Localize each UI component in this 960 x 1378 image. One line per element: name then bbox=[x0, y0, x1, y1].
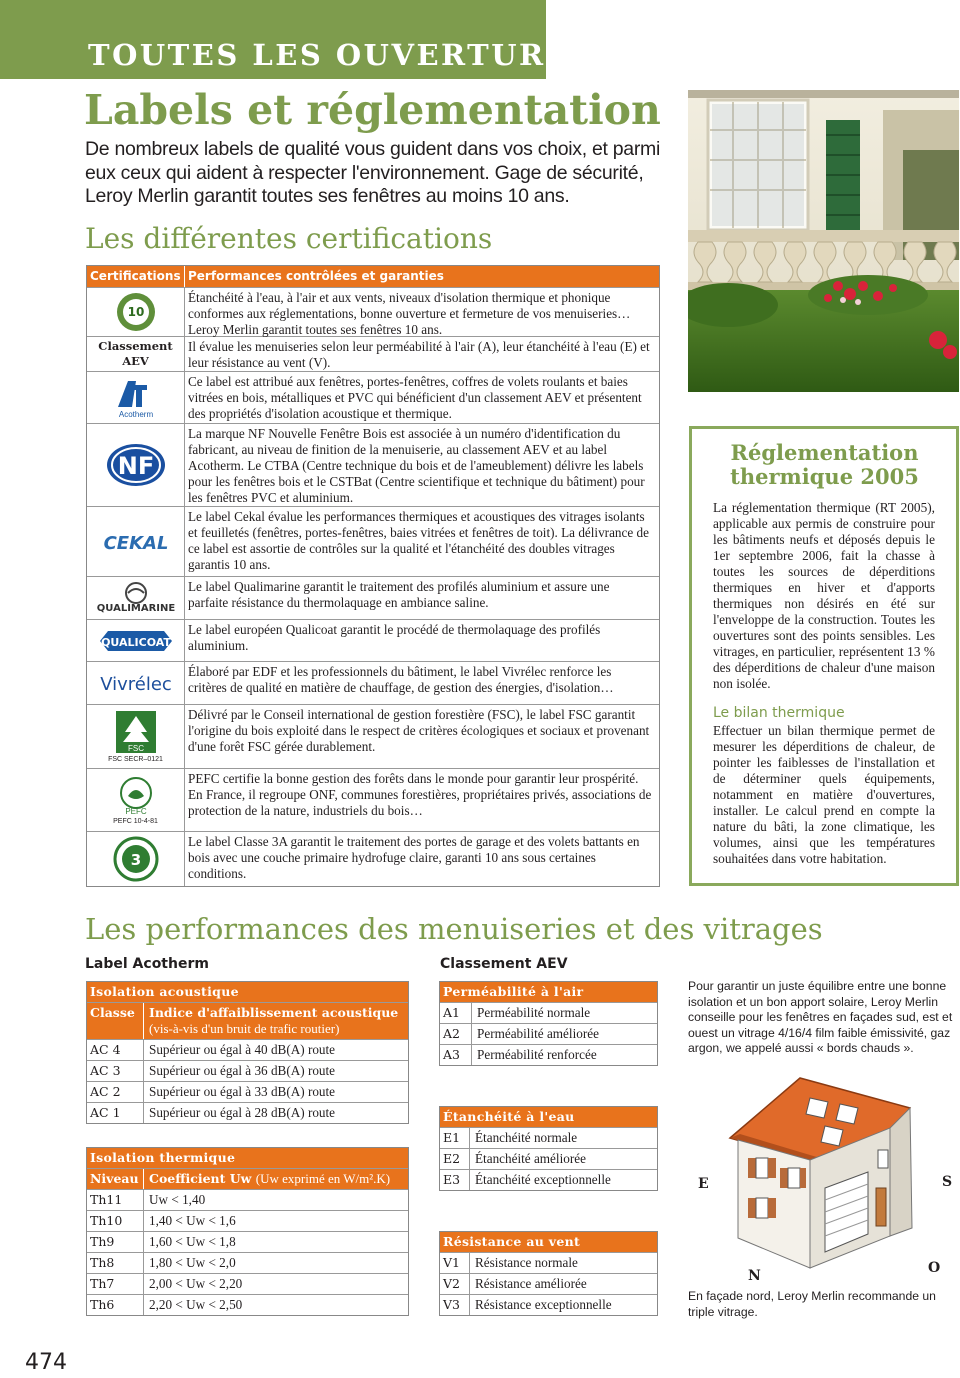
row-value: Supérieur ou égal à 36 dB(A) route bbox=[149, 1063, 336, 1078]
row-value: Résistance améliorée bbox=[475, 1276, 587, 1291]
bilan-thermique-subtitle: Le bilan thermique bbox=[713, 705, 845, 721]
reglementation-title: Réglementation thermique 2005 bbox=[730, 440, 919, 489]
table-row bbox=[87, 1252, 408, 1273]
row-value: Résistance normale bbox=[475, 1255, 578, 1270]
row-key: E1 bbox=[440, 1128, 470, 1148]
svg-text:QUALICOAT: QUALICOAT bbox=[100, 635, 171, 649]
row-key: AC 1 bbox=[87, 1103, 144, 1123]
table-row bbox=[440, 1252, 657, 1273]
column-header-certifications: Certifications bbox=[87, 266, 185, 287]
column-header-main: Indice d'affaiblissement acoustique bbox=[149, 1005, 399, 1020]
row-key: V2 bbox=[440, 1274, 470, 1294]
vivrelec-icon bbox=[87, 662, 185, 704]
table-row bbox=[87, 1189, 408, 1210]
certifications-table bbox=[86, 265, 660, 887]
row-value: Supérieur ou égal à 33 dB(A) route bbox=[149, 1084, 336, 1099]
intro-paragraph: De nombreux labels de qualité vous guident dans vos choix, et parmi eux ceux qui aident à respecter l'environnement. Gage de sécurité, Leroy Merlin garantit toutes ses fenêtres au moins 10 ans. bbox=[85, 138, 660, 207]
page-number: 474 bbox=[25, 1350, 67, 1375]
row-key: A3 bbox=[440, 1045, 472, 1065]
column-header-performances: Performances contrôlées et garanties bbox=[188, 269, 444, 283]
fsc-icon bbox=[87, 705, 185, 768]
nf-icon bbox=[87, 424, 185, 506]
table-row bbox=[87, 661, 659, 704]
house-caption: En façade nord, Leroy Merlin recommande un triple vitrage. bbox=[688, 1289, 936, 1319]
table-row bbox=[87, 1273, 408, 1294]
row-key: A1 bbox=[440, 1003, 472, 1023]
permeabilite-air-table bbox=[439, 981, 658, 1066]
table-row bbox=[87, 1039, 408, 1060]
row-key: Th10 bbox=[87, 1211, 144, 1231]
fsc-code: FSC SECR–0121 bbox=[108, 756, 163, 763]
row-value: Supérieur ou égal à 40 dB(A) route bbox=[149, 1042, 336, 1057]
certification-description: Le label européen Qualicoat garantit le procédé de thermolaquage des profilés aluminium. bbox=[188, 622, 601, 653]
table-row bbox=[87, 1231, 408, 1252]
table-row bbox=[87, 506, 659, 576]
certification-description: Le label Cekal évalue les performances thermiques et acoustiques des vitrages isolants et feuilletés (fenêtres, portes-fenêtres, baies vitrées et fenêtres de toit). La délivrance de ce label est assortie de contrôles sur la qualité et l'étanchéité des doubles vitrages garantis 10 ans. bbox=[188, 509, 649, 572]
table-header bbox=[87, 1002, 408, 1039]
column-header: Classe bbox=[87, 1003, 144, 1039]
row-key: Th8 bbox=[87, 1253, 144, 1273]
house-illustration bbox=[690, 1068, 960, 1288]
certification-description: Il évalue les menuiseries selon leur perméabilité à l'air (A), leur étanchéité à l'eau (E) et leur résistance au vent (V). bbox=[188, 339, 650, 370]
table-row bbox=[87, 768, 659, 831]
row-key: A2 bbox=[440, 1024, 472, 1044]
compass-s-label: S bbox=[942, 1174, 953, 1190]
resistance-vent-table bbox=[439, 1231, 658, 1316]
certification-description: Le label Qualimarine garantit le traitement des profilés aluminium et assure une parfaite résistance du thermolaquage en ambiance saline. bbox=[188, 579, 610, 610]
aev-cell bbox=[87, 337, 185, 371]
certification-description: Ce label est attribué aux fenêtres, portes-fenêtres, coffres de volets roulants et baies vitrées en bois, métalliques et PVC qui bénéficient d'un classement AEV et présentent des propriétés d'isolation acoustique et thermique. bbox=[188, 374, 642, 421]
row-value: Perméabilité renforcée bbox=[477, 1047, 597, 1062]
row-value: Étanchéité améliorée bbox=[475, 1151, 586, 1166]
table-caption: Isolation thermique bbox=[87, 1148, 408, 1168]
cekal-icon bbox=[87, 507, 185, 576]
bilan-thermique-text: Effectuer un bilan thermique permet de mesurer les déperditions de chaleur, de pointer les faiblesses de l'installation et de déterminer quels équipements, notamment en matière d'ouvertures, installer. Le calcul prend en compte la nature du bâti, la zone climatique, les volumes, ainsi que les températures souhaitées dans votre habitation. bbox=[713, 723, 935, 866]
row-key: V1 bbox=[440, 1253, 470, 1273]
certification-description: Le label Classe 3A garantit le traitement des portes de garage et des volets battants en bois avec une couche primaire hydrofuge claire, garanti 10 ans sous certaines conditions. bbox=[188, 834, 640, 881]
svg-text:QUALIMARINE: QUALIMARINE bbox=[96, 603, 175, 614]
table-row bbox=[87, 423, 659, 506]
row-value: Perméabilité normale bbox=[477, 1005, 591, 1020]
compass-e-label: E bbox=[698, 1176, 709, 1192]
certification-description: PEFC certifie la bonne gestion des forêts dans le monde pour garantir leur prospérité. En France, il regroupe ONF, communes forestières, propriétaires privés, associations de protection de la nature, industriels du bois… bbox=[188, 771, 652, 818]
row-value: Supérieur ou égal à 28 dB(A) route bbox=[149, 1105, 336, 1120]
table-row bbox=[87, 831, 659, 886]
table-header bbox=[87, 1168, 408, 1189]
column-header-main: Coefficient Uw bbox=[149, 1171, 252, 1186]
row-value: 2,00 < Uw < 2,20 bbox=[149, 1276, 243, 1291]
column-header-note: (vis-à-vis d'un bruit de trafic routier) bbox=[149, 1021, 340, 1036]
row-value: 1,40 < Uw < 1,6 bbox=[149, 1213, 236, 1228]
reglementation-text: La réglementation thermique (RT 2005), applicable aux permis de construire pour les bâtiments neufs et déposés depuis le 1er septembre 2006, fait la chasse à toutes les sources de déperditions thermiques en hiver et d'apports thermiques non désirés en été sur l'enveloppe de la construction. Toutes les ouvertures sont des points sensibles. Les vitrages, en particulier, représentent 13 % des déperditions de chaleur d'une maison non isolée. bbox=[713, 500, 935, 691]
table-row bbox=[87, 336, 659, 371]
section-banner-title: TOUTES LES OUVERTURES bbox=[88, 38, 594, 72]
table-row bbox=[87, 1081, 408, 1102]
row-key: E2 bbox=[440, 1149, 470, 1169]
svg-text:CEKAL: CEKAL bbox=[103, 532, 168, 554]
table-row bbox=[87, 1060, 408, 1081]
table-row bbox=[440, 1294, 657, 1315]
etancheite-eau-table bbox=[439, 1106, 658, 1191]
certifications-heading: Les différentes certifications bbox=[85, 222, 493, 255]
column-header bbox=[144, 1169, 408, 1189]
svg-text:NF: NF bbox=[117, 452, 154, 480]
table-row bbox=[440, 1169, 657, 1190]
certification-description: La marque NF Nouvelle Fenêtre Bois est associée à un numéro d'identification du fabricant, au niveau de finition de la menuiserie, au classement AEV et au label Acotherm. Le CTBA (Centre technique du bois et de l'ameublement) délivre les labels pour les fenêtres bois et le CSTBat (Centre scientifique et technique du bâtiment) pour les fenêtres PVC et aluminium. bbox=[188, 426, 645, 505]
table-row bbox=[440, 1044, 657, 1065]
performances-heading: Les performances des menuiseries et des vitrages bbox=[85, 912, 823, 946]
row-value: Étanchéité exceptionnelle bbox=[475, 1172, 611, 1187]
row-value: Perméabilité améliorée bbox=[477, 1026, 599, 1041]
svg-text:Acotherm: Acotherm bbox=[118, 409, 153, 419]
row-value: 1,80 < Uw < 2,0 bbox=[149, 1255, 236, 1270]
table-row bbox=[440, 1002, 657, 1023]
table-row bbox=[87, 287, 659, 336]
pefc-icon bbox=[87, 769, 185, 831]
pefc-code: PEFC 10-4-81 bbox=[113, 817, 158, 825]
table-row bbox=[87, 704, 659, 768]
classement-aev-heading: Classement AEV bbox=[440, 956, 568, 972]
row-key: AC 2 bbox=[87, 1082, 144, 1102]
classement-aev-label: Classement AEV bbox=[98, 339, 173, 368]
classe-3a-icon bbox=[87, 832, 185, 886]
row-key: AC 4 bbox=[87, 1040, 144, 1060]
certification-description: Délivré par le Conseil international de gestion forestière (FSC), le label FSC garantit l'origine du bois exploité dans le respect de critères écologiques et sociaux et provenant d'une forêt FSC gérée durablement. bbox=[188, 707, 650, 754]
house-balustrade-photo bbox=[688, 90, 959, 392]
qualicoat-icon bbox=[87, 620, 185, 661]
table-row bbox=[440, 1273, 657, 1294]
column-header bbox=[144, 1003, 408, 1039]
garantie-10-ans-icon bbox=[87, 288, 185, 336]
table-row bbox=[87, 576, 659, 619]
svg-text:3: 3 bbox=[130, 851, 141, 869]
compass-n-label: N bbox=[748, 1268, 761, 1284]
table-row bbox=[87, 1210, 408, 1231]
row-value: Résistance exceptionnelle bbox=[475, 1297, 612, 1312]
row-value: 2,20 < Uw < 2,50 bbox=[149, 1297, 243, 1312]
label-acotherm-heading: Label Acotherm bbox=[85, 956, 209, 972]
table-caption: Résistance au vent bbox=[440, 1232, 657, 1252]
compass-o-label: O bbox=[928, 1260, 941, 1276]
isolation-thermique-table bbox=[86, 1147, 409, 1316]
certification-description: Étanchéité à l'eau, à l'air et aux vents, niveaux d'isolation thermique et phonique conformes aux réglementations, bonne ouverture et fermeture de vos menuiseries… Leroy Merlin garantit toutes ses fenêtres 10 ans. bbox=[188, 290, 631, 337]
row-key: Th7 bbox=[87, 1274, 144, 1294]
row-key: AC 3 bbox=[87, 1061, 144, 1081]
row-key: V3 bbox=[440, 1295, 470, 1315]
table-header bbox=[87, 266, 659, 287]
svg-text:Vivrélec: Vivrélec bbox=[99, 674, 172, 695]
table-row bbox=[440, 1148, 657, 1169]
row-key: Th11 bbox=[87, 1190, 144, 1210]
table-caption: Isolation acoustique bbox=[87, 982, 408, 1002]
acotherm-icon bbox=[87, 372, 185, 423]
svg-text:10: 10 bbox=[127, 305, 144, 319]
svg-text:FSC: FSC bbox=[127, 744, 144, 753]
table-row bbox=[440, 1127, 657, 1148]
column-header: Niveau bbox=[87, 1169, 144, 1189]
row-value: Uw < 1,40 bbox=[149, 1192, 206, 1207]
row-value: Étanchéité normale bbox=[475, 1130, 578, 1145]
qualimarine-icon bbox=[87, 577, 185, 619]
certification-description: Élaboré par EDF et les professionnels du bâtiment, le label Vivrélec renforce les critères de qualité en matière de chauffage, de gestion des énergies, d'isolation… bbox=[188, 664, 614, 695]
svg-text:PEFC: PEFC bbox=[124, 806, 147, 816]
column-header-note: (Uw exprimé en W/m².K) bbox=[255, 1171, 391, 1186]
table-row bbox=[87, 1102, 408, 1123]
vitrage-advice-text: Pour garantir un juste équilibre entre une bonne isolation et un bon apport solaire, Leroy Merlin conseille pour les fenêtres en façades sud, est et ouest un vitrage 4/16/4 film faible émissivité, gaz argon, we appelé aussi « bords chauds ». bbox=[688, 979, 953, 1055]
isolation-acoustique-table bbox=[86, 981, 409, 1124]
row-key: E3 bbox=[440, 1170, 470, 1190]
table-caption: Perméabilité à l'air bbox=[440, 982, 657, 1002]
table-row bbox=[440, 1023, 657, 1044]
page-title: Labels et réglementation bbox=[84, 86, 661, 134]
row-key: Th6 bbox=[87, 1295, 144, 1315]
table-row bbox=[87, 619, 659, 661]
table-row bbox=[87, 1294, 408, 1315]
row-value: 1,60 < Uw < 1,8 bbox=[149, 1234, 236, 1249]
table-row bbox=[87, 371, 659, 423]
row-key: Th9 bbox=[87, 1232, 144, 1252]
table-caption: Étanchéité à l'eau bbox=[440, 1107, 657, 1127]
